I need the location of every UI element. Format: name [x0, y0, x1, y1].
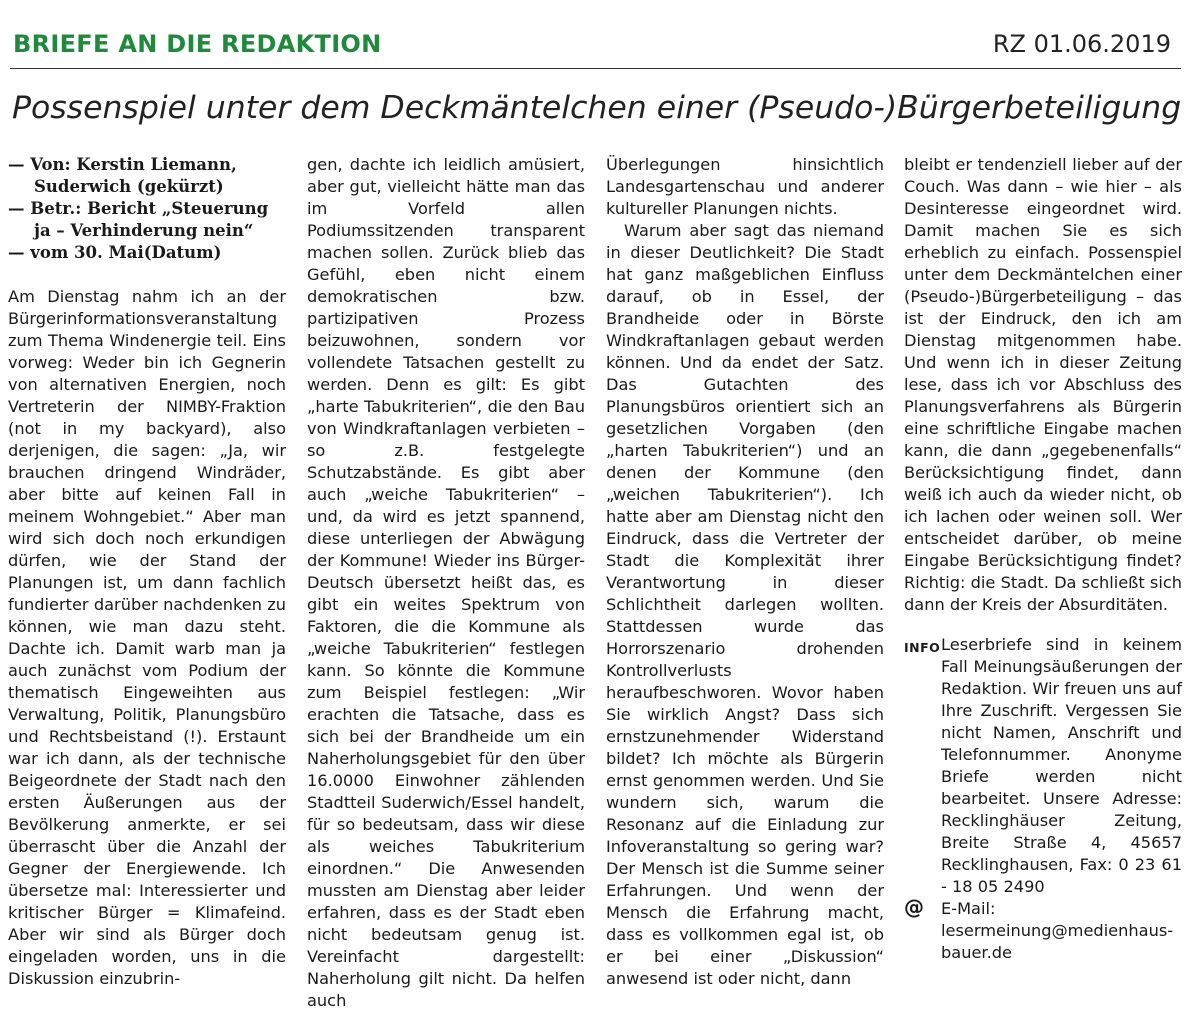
meta-subject: — Betr.: Bericht „Steuerung ja – Verhinderung nein“: [8, 199, 269, 240]
column-1: [8, 154, 286, 990]
info-box: [904, 634, 1182, 964]
info-label: INFO: [904, 640, 941, 655]
column-4: [904, 154, 1182, 964]
info-email: [904, 895, 1182, 964]
section-title: BRIEFE AN DIE REDAKTION: [13, 30, 382, 58]
info-text: Leserbriefe sind in keinem Fall Meinungsäußerungen der Redaktion. Wir freuen uns auf Ihre Zuschrift. Vergessen Sie nicht Namen, Anschrift und Telefonnummer. Anonyme Briefe werden nicht bearbeitet. Unsere Adresse: Recklinghäuser Zeitung, Breite Straße 4, 45657 Recklinghausen, Fax: 0 23 61 - 18 05 2490: [941, 635, 1182, 896]
paragraph: Warum aber sagt das niemand in dieser Deutlichkeit? Die Stadt hat ganz maßgeblichen Einfluss darauf, ob in Essel, der Brandheide oder in Börste Windkraftanlagen gebaut werden können. Und da endet der Satz. Das Gutachten des Planungsbüros orientiert sich an gesetzlichen Vorgaben (den „harten Tabukriterien“) und an denen der Kommune (den „weichen Tabukriterien“). Ich hatte aber am Dienstag nicht den Eindruck, dass die Vertreter der Stadt die Komplexität ihrer Verantwortung in dieser Schlichtheit darlegen wollten. Stattdessen wurde das Horrorszenario drohenden Kontrollverlusts heraufbeschworen. Wovor haben Sie wirklich Angst? Dass sich ernstzunehmender Widerstand bildet? Ich möchte als Bürgerin ernst genommen werden. Und Sie wundern sich, warum die Resonanz auf die Einladung zur Infoveranstaltung so gering war? Der Mensch ist die Summe seiner Erfahrungen. Und wenn der Mensch die Erfahrung macht, dass es vollkommen egal ist, ob er bei einer „Diskussion“ anwesend ist oder nicht, dann: [606, 221, 884, 988]
meta-date: — vom 30. Mai(Datum): [8, 243, 222, 262]
meta-author: — Von: Kerstin Liemann, Suderwich (gekürzt): [8, 155, 237, 196]
paragraph: Am Dienstag nahm ich an der Bürgerinformationsveranstaltung zum Thema Windenergie teil. Eins vorweg: Weder bin ich Gegnerin von alternativen Energien, noch Vertreterin der NIMBY-Fraktion (not in my backyard), also derjenigen, die sagen: „Ja, wir brauchen dringend Windräder, aber bitte auf keinen Fall in meinem Wohngebiet.“ Aber man wird sich doch noch erkundigen dürfen, wie der Stand der Planungen ist, um dann fachlich fundierter darüber nachdenken zu können, wie man dazu steht. Dachte ich. Damit warb man ja auch zunächst vom Podium der thematisch Eingeweihten aus Verwaltung, Politik, Planungsbüro und Rechtsbeistand (!). Erstaunt war ich dann, als der technische Beigeordnete der Stadt nach den ersten Äußerungen aus der Bevölkerung anmerkte, er sei überrascht über die Anzahl der Gegner der Energiewende. Ich übersetze mal: Interessierter und kritischer Bürger = Klimafeind. Aber wir sind als Bürger doch eingeladen worden, uns in die Diskussion einzubrin-: [8, 287, 286, 988]
at-icon: @: [904, 895, 924, 919]
paragraph: gen, dachte ich leidlich amüsiert, aber gut, vielleicht hätte man das im Vorfeld allen Podiumssitzenden transparent machen sollen. Zurück blieb das Gefühl, eben nicht einem demokratischen bzw. partizipativen Prozess beizuwohnen, sondern vor vollendete Tatsachen gestellt zu werden. Denn es gilt: Es gibt „harte Tabukriterien“, die den Bau von Windkraftanlagen verbieten – so z.B. festgelegte Schutzabstände. Es gibt aber auch „weiche Tabukriterien“ – und, da wird es jetzt spannend, diese unterliegen der Abwägung der Kommune! Wieder ins Bürger-Deutsch übersetzt heißt das, es gibt ein weites Spektrum von Faktoren, die die Kommune als „weiche Tabukriterien“ festlegen kann. So könnte die Kommune zum Beispiel festlegen: „Wir erachten die Tatsache, dass es sich bei der Brandheide um ein Naherholungsgebiet für den über 16.0000 Einwohner zählenden Stadtteil Suderwich/Essel handelt, für so bedeutsam, dass wir diese als weiches Tabukriterium einordnen.“ Die Anwesenden mussten am Dienstag aber leider erfahren, dass es der Stadt eben nicht bedeutsam genug ist. Vereinfacht dargestellt: Naherholung gilt nicht. Da helfen auch: [307, 155, 585, 1010]
email-address[interactable]: E-Mail: lesermeinung@medienhaus-bauer.de: [941, 899, 1174, 962]
letter-meta: [8, 154, 286, 264]
column-2: [307, 154, 585, 1012]
paragraph: bleibt er tendenziell lieber auf der Couch. Was dann – wie hier – als Desinteresse eingeordnet wird. Damit machen Sie es sich erheblich zu einfach. Possenspiel unter dem Deckmäntelchen einer (Pseudo-)Bürgerbeteiligung – das ist der Eindruck, den ich am Dienstag mitgenommen habe. Und wenn ich in dieser Zeitung lese, dass ich vor Abschluss des Planungsverfahrens als Bürgerin eine schriftliche Eingabe machen kann, die dann „gegebenenfalls“ Berücksichtigung findet, dann weiß ich auch da wieder nicht, ob ich lachen oder weinen soll. Wer entscheidet darüber, ob meine Eingabe Berücksichtigung findet? Richtig: die Stadt. Da schließt sich dann der Kreis der Absurditäten.: [904, 155, 1182, 614]
paragraph: Überlegungen hinsichtlich Landesgartenschau und anderer kultureller Planungen nichts.: [606, 155, 884, 218]
date-label: RZ 01.06.2019: [992, 30, 1171, 58]
headline: Possenspiel unter dem Deckmäntelchen einer (Pseudo-)Bürgerbeteiligung: [12, 90, 1182, 126]
header-rule: [10, 68, 1181, 69]
column-3: [606, 154, 884, 990]
